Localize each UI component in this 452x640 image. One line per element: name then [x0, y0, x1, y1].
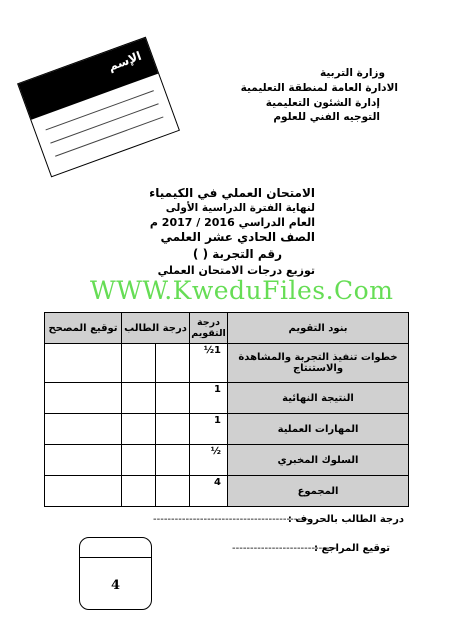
table-row — [45, 383, 409, 414]
student-grade-words-field[interactable]: ------------------------------------------- — [153, 514, 309, 525]
student-grade-cell[interactable] — [122, 344, 156, 383]
signature-cell[interactable] — [45, 476, 122, 507]
row-score: 4 — [190, 476, 228, 507]
page-box-divider — [80, 557, 151, 558]
grades-table — [44, 312, 409, 507]
name-card — [17, 37, 180, 178]
row-item: المهارات العملية — [228, 414, 409, 445]
header-item: بنود التقويم — [228, 313, 409, 344]
student-grade-cell[interactable] — [122, 476, 156, 507]
header-signature: توقيع المصحح — [45, 313, 122, 344]
header-student-grade: درجة الطالب — [122, 313, 190, 344]
signature-cell[interactable] — [45, 445, 122, 476]
student-grade-cell[interactable] — [122, 414, 156, 445]
reviewer-signature-field[interactable]: ----------------------------- — [232, 543, 337, 554]
table-row — [45, 445, 409, 476]
student-grade-cell[interactable] — [156, 476, 190, 507]
header-score: درجة التقويم — [190, 313, 228, 344]
name-label: الإسم — [106, 48, 144, 74]
academic-year: العام الدراسي 2016 / 2017 م — [149, 216, 315, 229]
row-score: 1 — [190, 383, 228, 414]
page-number: 4 — [110, 578, 121, 593]
row-score: ½ — [190, 445, 228, 476]
student-grade-cell[interactable] — [156, 445, 190, 476]
watermark: WWW.KweduFiles.Com — [90, 276, 394, 305]
education-affairs: إدارة الشئون التعليمية — [265, 97, 380, 109]
student-grade-words-label: درجة الطالب بالحروف : — [287, 514, 404, 525]
grade-distribution-title: توزيع درجات الامتحان العملي — [157, 264, 315, 277]
student-grade-cell[interactable] — [122, 445, 156, 476]
student-grade-cell[interactable] — [156, 383, 190, 414]
grade-level: الصف الحادي عشر العلمي — [160, 230, 315, 244]
student-grade-cell[interactable] — [156, 344, 190, 383]
page-number-box — [79, 537, 152, 610]
exam-period: لنهاية الفترة الدراسية الأولى — [165, 202, 315, 214]
student-grade-cell[interactable] — [122, 383, 156, 414]
signature-cell[interactable] — [45, 383, 122, 414]
district-name: الادارة العامة لمنطقة التعليمية — [240, 82, 398, 94]
row-item: النتيجة النهائية — [228, 383, 409, 414]
table-row — [45, 414, 409, 445]
name-line-3 — [55, 116, 163, 156]
experiment-number: رقم التجربة ( ) — [192, 247, 282, 261]
student-grade-cell[interactable] — [156, 414, 190, 445]
row-score: 1 — [190, 414, 228, 445]
table-row — [45, 476, 409, 507]
signature-cell[interactable] — [45, 344, 122, 383]
signature-cell[interactable] — [45, 414, 122, 445]
exam-title: الامتحان العملي في الكيمياء — [149, 186, 315, 200]
table-header-row — [45, 313, 409, 344]
row-item: السلوك المخبري — [228, 445, 409, 476]
reviewer-signature-label: توقيع المراجع : — [313, 543, 390, 554]
name-card-header — [18, 38, 158, 120]
row-item: خطوات تنفيذ التجربة والمشاهدة والاستنتاج — [228, 344, 409, 383]
row-score: 1½ — [190, 344, 228, 383]
row-item: المجموع — [228, 476, 409, 507]
science-supervision: التوجيه الفني للعلوم — [273, 111, 380, 123]
table-row — [45, 344, 409, 383]
ministry-name: وزارة التربية — [319, 67, 385, 79]
